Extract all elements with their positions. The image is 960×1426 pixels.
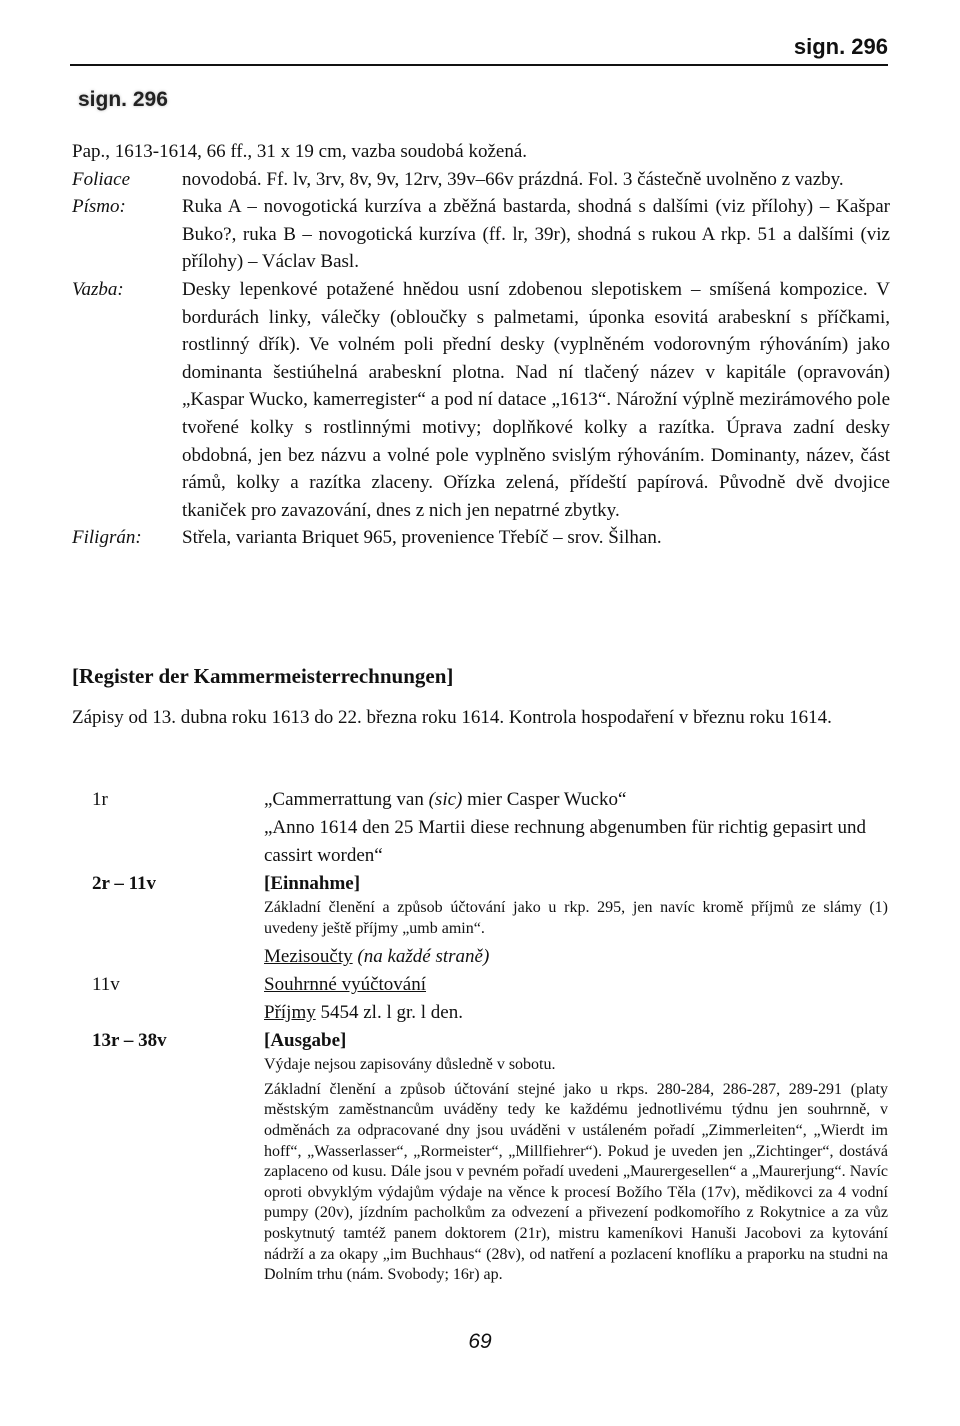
folio-ref: 2r – 11v <box>92 873 157 894</box>
content-entries <box>92 786 888 1286</box>
title-quote-text: „Cammerrattung van <box>264 789 429 810</box>
entry-note: Výdaje nejsou zapisovány důsledně v sobotu. <box>264 1056 556 1074</box>
register-note: Zápisy od 13. dubna roku 1613 do 22. března roku 1614. Kontrola hospodaření v březnu roku 1614. <box>72 707 832 728</box>
entry-einnahme <box>92 870 888 971</box>
entry-11v <box>92 971 888 1027</box>
entry-content <box>264 870 888 971</box>
pismo-row <box>72 193 890 276</box>
vazba-row <box>72 276 890 524</box>
entry-content <box>264 971 888 1027</box>
vazba-label: Vazba: <box>72 278 124 300</box>
entry-content <box>264 786 888 870</box>
summary-heading: Souhrnné vyúčtování <box>264 974 427 996</box>
income-total <box>264 999 888 1027</box>
entry-heading: [Einnahme] <box>264 873 361 894</box>
filigran-label: Filigrán: <box>72 527 142 549</box>
subtotals-line <box>264 943 888 971</box>
title-quote-text: mier Casper Wucko“ <box>462 789 627 810</box>
page-number: 69 <box>468 1330 492 1353</box>
subtotals-note: (na každé straně) <box>352 946 490 968</box>
foliace-row <box>72 166 890 194</box>
income-label: Příjmy <box>264 1002 316 1024</box>
foliace-text: novodobá. Ff. lv, 3rv, 8v, 9v, 12rv, 39v–66v prázdná. Fol. 3 částečně uvolněno z vazby. <box>182 168 844 190</box>
entry-note-detail: Základní členění a způsob účtování stejné jako u rkps. 280-284, 286-287, 289-291 (platy městským zaměstnancům uváděny tedy ke každému jednotlivému týdnu jen souhrnně, v odměnách za odpracované dny jsou uváděni v ustáleném pořadí „Zimmerleiten“, „Wierdt im hoff“, „Wasserlasser“, „Rormeister“, „Millfiehrer“). Pokud je uveden jen „Zichtinger“, dostává zaplaceno od kusu. Dále jsou v pevném pořadí uvedeni „Maurergesellen“ a „Maurerjung“. Navíc oproti obvyklým výdajům výdaje na věnce k procesí Božího Těla (17v), mědikovci za 4 vodní pumpy (20v), jízdním pacholkům za odvezení a přivezení podkomořího z Rokytnice a za vůz poskytnutý tamtéž panem doktorem (21r), mistru kameníkovi Hanuši Jacobovi za kytování nádrží a za okapy „im Buchhaus“ (28v), od natření a pozlacení knoflíku a praporku na studni na Dolním trhu (nám. Svobody; 16r) ap. <box>264 1080 888 1284</box>
entry-1r <box>92 786 888 870</box>
section-signature: sign. 296 <box>78 88 168 111</box>
title-quote <box>264 786 888 814</box>
entry-note: Základní členění a způsob účtování jako u rkp. 295, jen navíc kromě příjmů ze slámy (1) uvedeny ještě příjmy „umb amin“. <box>264 899 888 937</box>
income-amount: 5454 zl. l gr. l den. <box>315 1002 463 1024</box>
vazba-text: Desky lepenkové potažené hnědou usní zdobenou slepotiskem – smíšená kompozice. V bordurách linky, válečky (obloučky s palmetami, úponka esovitá arabeskní s příčkami, rostlinný dřík). Ve volném poli přední desky (vyplněném vodorovným rýhováním) jako dominanta šestiúhelná arabeskní plotna. Nad ní tlačený název v kapitále (opravován) „Kaspar Wucko, kamerregister“ a pod ní datace „1613“. Nárožní výplně mezirámového pole tvořené kolky s rostlinnými motivy; doplňkové kolky a razítka. Úprava zadní desky obdobná, jen bez názvu a volné pole vyplněno svislým rýhováním. Dominanty, název, část rámů, kolky a razítka zlaceny. Ořízka zelená, přídeští papírová. Původně dvě dvojice tkaniček pro zavazování, dnes z nich jen nepatrné zbytky. <box>182 278 890 521</box>
register-title: [Register der Kammermeisterrechnungen] <box>72 664 454 688</box>
physical-description: Pap., 1613-1614, 66 ff., 31 x 19 cm, vazba soudobá kožená. <box>72 141 528 162</box>
pismo-label: Písmo: <box>72 196 126 218</box>
folio-ref: 1r <box>92 789 108 810</box>
manuscript-description <box>72 138 890 552</box>
filigran-text: Střela, varianta Briquet 965, provenience Třebíč – srov. Šilhan. <box>182 527 662 549</box>
filigran-row <box>72 524 890 552</box>
pismo-text: Ruka A – novogotická kurzíva a zběžná bastarda, shodná s dalšími (viz přílohy) – Kašpar Buko?, ruka B – novogotická kurzíva (ff. lr, 39r), shodná s rukou A rkp. 51 a dalšími (viz přílohy) – Václav Basl. <box>182 196 890 273</box>
subtotals-label: Mezisoučty <box>264 946 353 968</box>
header-divider <box>70 64 888 66</box>
sic-mark: (sic) <box>428 789 463 810</box>
foliace-label: Foliace <box>72 168 131 190</box>
folio-ref: 11v <box>92 974 120 996</box>
entry-content <box>264 1027 888 1286</box>
folio-ref: 13r – 38v <box>92 1030 167 1052</box>
header-signature: sign. 296 <box>793 34 888 59</box>
entry-ausgabe <box>92 1027 888 1286</box>
entry-heading: [Ausgabe] <box>264 1030 347 1052</box>
audit-quote: „Anno 1614 den 25 Martii diese rechnung abgenumben für richtig gepasirt und cassirt worden“ <box>264 817 867 866</box>
